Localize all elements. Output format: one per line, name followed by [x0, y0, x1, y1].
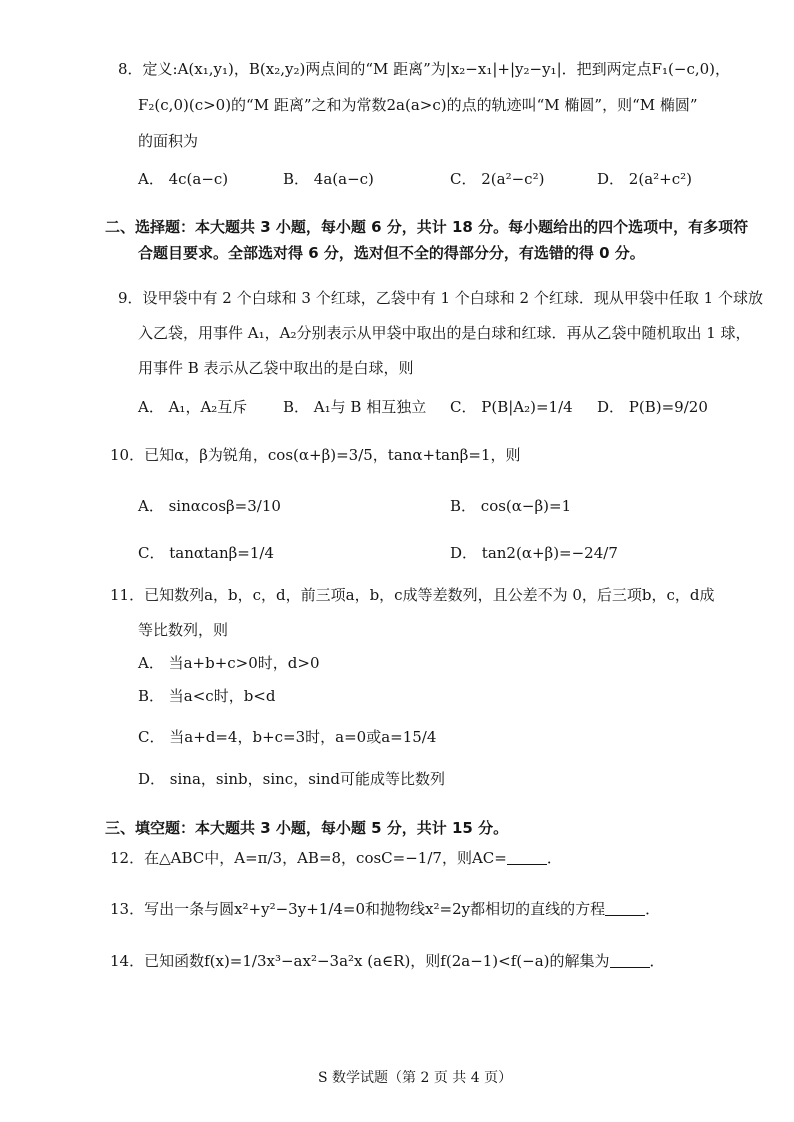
- q9-option-b: B． A₁与 B 相互独立: [283, 398, 427, 416]
- section-3-heading: 三、填空题：本大题共 3 小题，每小题 5 分，共计 15 分。: [105, 819, 509, 837]
- q8-option-c: C． 2(a²−c²): [450, 170, 545, 188]
- q9-option-d: D． P(B)=9/20: [597, 398, 708, 416]
- q12-line: [110, 849, 562, 867]
- q11-option-b: B． 当a<c时，b<d: [138, 687, 276, 705]
- q8-line-2: F₂(c,0)(c>0)的“M 距离”之和为常数2a(a>c)的点的轨迹叫“M 椭圆”，则“M 椭圆”: [138, 96, 698, 114]
- q14-text: 14．已知函数f(x)=1/3x³−ax²−3a²x (a∈R)，则f(2a−1)<f(−a)的解集为: [110, 952, 610, 970]
- q8-option-a: A． 4c(a−c): [138, 170, 229, 188]
- q11-line-2: 等比数列，则: [138, 621, 229, 639]
- q10-option-b: B． cos(α−β)=1: [450, 497, 572, 515]
- q11-option-d: D． sina，sinb，sinc，sind可能成等比数列: [138, 770, 445, 788]
- q10-option-c: C． tanαtanβ=1/4: [138, 544, 275, 562]
- q9-option-c: C． P(B|A₂)=1/4: [450, 398, 573, 416]
- q13-text-end: ．: [645, 900, 661, 918]
- q11-line-1: 11．已知数列a，b，c，d，前三项a，b，c成等差数列，且公差不为 0，后三项b，c，d成: [110, 586, 715, 604]
- q14-text-end: ．: [649, 952, 665, 970]
- q10-option-d: D． tan2(α+β)=−24/7: [450, 544, 618, 562]
- q11-option-c: C． 当a+d=4，b+c=3时，a=0或a=15/4: [138, 728, 437, 746]
- q11-option-a: A． 当a+b+c>0时，d>0: [138, 654, 320, 672]
- q13-line: [110, 900, 660, 918]
- q8-line-3: 的面积为: [138, 132, 199, 150]
- section-2-heading-line-2: 合题目要求。全部选对得 6 分，选对但不全的得部分分，有选错的得 0 分。: [138, 244, 645, 262]
- q10-option-a: A． sinαcosβ=3/10: [138, 497, 281, 515]
- q12-text-end: ．: [546, 849, 562, 867]
- q9-option-a: A． A₁，A₂互斥: [138, 398, 248, 416]
- q13-text: 13．写出一条与圆x²+y²−3y+1/4=0和抛物线x²=2y都相切的直线的方程: [110, 900, 606, 918]
- q9-line-1: 9．设甲袋中有 2 个白球和 3 个红球，乙袋中有 1 个白球和 2 个红球．现从甲袋中任取 1 个球放: [118, 289, 763, 307]
- q14-line: [110, 952, 665, 970]
- q12-text: 12．在△ABC中，A=π/3，AB=8，cosC=−1/7，则AC=: [110, 849, 507, 867]
- section-2-heading-line-1: 二、选择题：本大题共 3 小题，每小题 6 分，共计 18 分。每小题给出的四个选项中，有多项符: [105, 218, 749, 236]
- q8-option-b: B． 4a(a−c): [283, 170, 374, 188]
- q9-line-3: 用事件 B 表示从乙袋中取出的是白球，则: [138, 359, 414, 377]
- q8-option-d: D． 2(a²+c²): [597, 170, 692, 188]
- page-footer: S 数学试题（第 2 页 共 4 页）: [318, 1070, 513, 1086]
- q14-answer-blank[interactable]: [610, 953, 650, 968]
- q9-line-2: 入乙袋，用事件 A₁，A₂分别表示从甲袋中取出的是白球和红球．再从乙袋中随机取出 1 球，: [138, 324, 751, 342]
- q8-line-1: 8．定义:A(x₁,y₁)，B(x₂,y₂)两点间的“M 距离”为|x₂−x₁|+|y₂−y₁|．把到两定点F₁(−c,0)，: [118, 60, 731, 78]
- q10-line-1: 10．已知α，β为锐角，cos(α+β)=3/5，tanα+tanβ=1，则: [110, 446, 521, 464]
- q12-answer-blank[interactable]: [507, 850, 547, 865]
- q13-answer-blank[interactable]: [605, 901, 645, 916]
